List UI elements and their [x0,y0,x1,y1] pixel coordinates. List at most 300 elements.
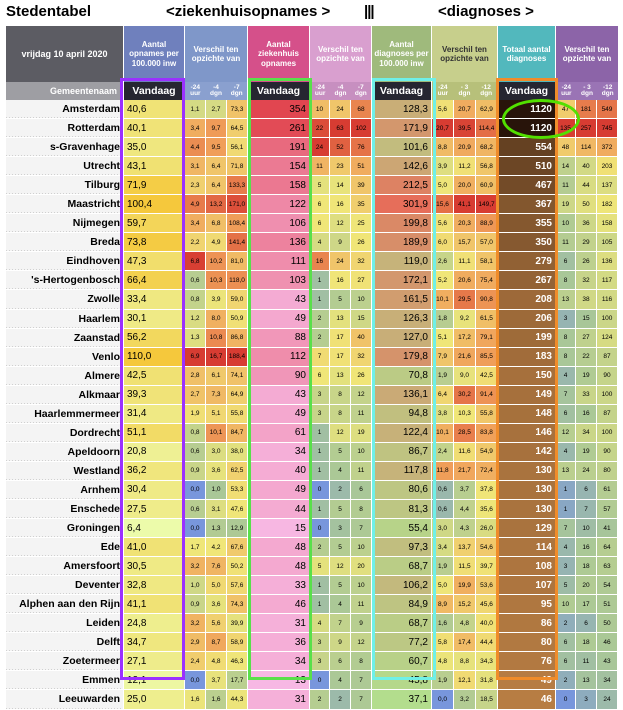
cell-opnames-per100k: 51,1 [124,424,185,442]
cell-totaal-24u: 135 [556,119,576,137]
table-row [6,576,618,595]
cell-aantal-ziekenhuis: 43 [248,290,310,308]
cell-totaal-12d: 87 [597,348,618,366]
cell-aantal-ziekenhuis: 31 [248,614,310,632]
cell-totaal-12d: 61 [597,481,618,499]
cell-diagnoses-3d: 15,7 [454,233,476,251]
cell-city: Tilburg [6,176,124,194]
cell-diagnoses-per100k: 45,8 [372,671,432,689]
cell-totaal-24u: 11 [556,176,576,194]
cell-ziekenhuis-24u: 3 [310,386,330,404]
cell-totaal-12d: 100 [597,424,618,442]
cell-diagnoses-24u: 1,9 [432,557,454,575]
cell-opnames-24u: 0,0 [185,481,206,499]
cell-diagnoses-24u: 0,0 [432,690,454,708]
cell-ziekenhuis-24u: 1 [310,500,330,518]
cell-diagnoses-12d: 57,0 [476,233,498,251]
cell-ziekenhuis-4d: 4 [330,671,351,689]
cell-ziekenhuis-4d: 4 [330,595,351,613]
cell-aantal-ziekenhuis: 106 [248,214,310,232]
cell-diagnoses-3d: 41,1 [454,195,476,213]
cell-totaal-24u: 8 [556,271,576,289]
cell-aantal-ziekenhuis: 13 [248,671,310,689]
cell-aantal-ziekenhuis: 43 [248,386,310,404]
cell-diagnoses-3d: 17,4 [454,633,476,651]
cell-diagnoses-24u: 20,7 [432,119,454,137]
cell-opnames-24u: 1,9 [185,405,206,423]
cell-aantal-ziekenhuis: 31 [248,690,310,708]
cell-totaal-diagnoses: 467 [498,176,556,194]
cell-totaal-24u: 3 [556,557,576,575]
cell-aantal-ziekenhuis: 44 [248,500,310,518]
cell-ziekenhuis-7d: 68 [351,100,372,118]
cell-diagnoses-12d: 42,5 [476,367,498,385]
cell-aantal-ziekenhuis: 46 [248,595,310,613]
cell-opnames-4d: 8,7 [206,633,227,651]
cell-diagnoses-3d: 15,2 [454,595,476,613]
cell-ziekenhuis-7d: 51 [351,157,372,175]
cell-totaal-24u: 6 [556,652,576,670]
cell-ziekenhuis-7d: 26 [351,233,372,251]
cell-ziekenhuis-7d: 26 [351,367,372,385]
cell-diagnoses-24u: 1,8 [432,310,454,328]
cell-city: Leeuwarden [6,690,124,708]
cell-totaal-diagnoses: 95 [498,595,556,613]
cell-ziekenhuis-24u: 2 [310,310,330,328]
cell-opnames-per100k: 66,4 [124,271,185,289]
cell-ziekenhuis-24u: 3 [310,652,330,670]
table-row [6,138,618,157]
cell-ziekenhuis-24u: 0 [310,519,330,537]
cell-diagnoses-per100k: 179,8 [372,348,432,366]
cell-diagnoses-3d: 20,7 [454,100,476,118]
cell-diagnoses-3d: 12,1 [454,671,476,689]
cell-totaal-3d: 44 [576,176,597,194]
cell-ziekenhuis-7d: 8 [351,500,372,518]
cell-opnames-per100k: 27,1 [124,652,185,670]
cell-city: Dordrecht [6,424,124,442]
cell-diagnoses-3d: 11,5 [454,557,476,575]
cell-ziekenhuis-4d: 8 [330,405,351,423]
cell-city: Enschede [6,500,124,518]
cell-totaal-24u: 13 [556,290,576,308]
cell-opnames-7d: 50,9 [227,310,248,328]
cell-ziekenhuis-4d: 4 [330,462,351,480]
cell-diagnoses-12d: 54,6 [476,538,498,556]
cell-aantal-ziekenhuis: 122 [248,195,310,213]
cell-diagnoses-3d: 17,2 [454,329,476,347]
table-row [6,652,618,671]
cell-opnames-4d: 5,0 [206,576,227,594]
cell-diagnoses-per100k: 68,7 [372,614,432,632]
cell-ziekenhuis-4d: 17 [330,329,351,347]
table-row [6,405,618,424]
cell-diagnoses-3d: 21,6 [454,348,476,366]
cell-aantal-ziekenhuis: 111 [248,252,310,270]
cell-ziekenhuis-7d: 76 [351,138,372,156]
cell-aantal-ziekenhuis: 40 [248,462,310,480]
cell-diagnoses-per100k: 172,1 [372,271,432,289]
cell-aantal-ziekenhuis: 48 [248,557,310,575]
title-row [0,0,623,26]
cell-ziekenhuis-4d: 16 [330,195,351,213]
subheader-vandaag-opnames: Vandaag [124,82,185,100]
cell-diagnoses-24u: 3,8 [432,405,454,423]
cell-totaal-12d: 57 [597,500,618,518]
mini-label: -24 uur [561,83,572,97]
cell-totaal-diagnoses: 267 [498,271,556,289]
mini-label: -24 uur [314,83,326,97]
cell-ziekenhuis-7d: 7 [351,690,372,708]
cell-opnames-7d: 71,8 [227,157,248,175]
cell-totaal-3d: 20 [576,576,597,594]
cell-diagnoses-12d: 91,4 [476,386,498,404]
cell-opnames-per100k: 71,9 [124,176,185,194]
cell-diagnoses-24u: 5,1 [432,329,454,347]
cell-totaal-12d: 63 [597,557,618,575]
cell-ziekenhuis-24u: 1 [310,290,330,308]
cell-totaal-diagnoses: 76 [498,652,556,670]
cell-opnames-4d: 2,7 [206,100,227,118]
cell-diagnoses-per100k: 301,9 [372,195,432,213]
cell-aantal-ziekenhuis: 34 [248,652,310,670]
cell-diagnoses-12d: 39,7 [476,557,498,575]
cell-ziekenhuis-4d: 7 [330,614,351,632]
cell-opnames-4d: 4,2 [206,538,227,556]
cell-opnames-7d: 47,6 [227,500,248,518]
cell-totaal-3d: 181 [576,100,597,118]
cell-ziekenhuis-7d: 25 [351,214,372,232]
cell-totaal-3d: 34 [576,424,597,442]
cell-opnames-24u: 2,3 [185,176,206,194]
cell-ziekenhuis-7d: 27 [351,271,372,289]
cell-totaal-24u: 48 [556,138,576,156]
cell-diagnoses-per100k: 86,7 [372,443,432,461]
cell-diagnoses-24u: 0,6 [432,500,454,518]
table-row [6,633,618,652]
mini-label: -24 uur [437,83,449,97]
mini-label: -12 dgn [480,83,493,97]
table-row [6,557,618,576]
cell-diagnoses-24u: 2,4 [432,443,454,461]
cell-diagnoses-3d: 11,6 [454,443,476,461]
cell-city: Utrecht [6,157,124,175]
cell-diagnoses-per100k: 122,4 [372,424,432,442]
cell-ziekenhuis-4d: 9 [330,233,351,251]
cell-totaal-3d: 3 [576,690,597,708]
cell-diagnoses-24u: 4,8 [432,652,454,670]
cell-totaal-diagnoses: 114 [498,538,556,556]
table-row [6,290,618,309]
table-row [6,329,618,348]
cell-diagnoses-12d: 37,8 [476,481,498,499]
cell-opnames-24u: 0,0 [185,671,206,689]
header-totaal-diagnoses: Totaal aantal diagnoses [498,26,556,82]
cell-ziekenhuis-4d: 12 [330,214,351,232]
cell-city: Haarlem [6,310,124,328]
cell-opnames-per100k: 36,2 [124,462,185,480]
table-row [6,386,618,405]
table-row [6,195,618,214]
cell-totaal-12d: 117 [597,271,618,289]
cell-opnames-7d: 55,8 [227,405,248,423]
cell-ziekenhuis-7d: 7 [351,519,372,537]
cell-totaal-24u: 47 [556,100,576,118]
cell-opnames-24u: 1,0 [185,576,206,594]
cell-ziekenhuis-7d: 11 [351,595,372,613]
cell-opnames-7d: 12,9 [227,519,248,537]
cell-opnames-4d: 7,3 [206,386,227,404]
table-row [6,119,618,138]
cell-totaal-diagnoses: 1120 [498,119,556,137]
cell-ziekenhuis-7d: 10 [351,576,372,594]
cell-opnames-per100k: 30,4 [124,481,185,499]
cell-totaal-12d: 745 [597,119,618,137]
cell-diagnoses-24u: 8,8 [432,138,454,156]
cell-totaal-12d: 24 [597,690,618,708]
cell-opnames-24u: 2,2 [185,233,206,251]
cell-diagnoses-24u: 15,6 [432,195,454,213]
cell-diagnoses-12d: 40,0 [476,614,498,632]
cell-totaal-diagnoses: 130 [498,500,556,518]
cell-opnames-4d: 5,1 [206,405,227,423]
cell-ziekenhuis-24u: 1 [310,462,330,480]
cell-ziekenhuis-4d: 6 [330,652,351,670]
header-verschil-ziekenhuis: Verschil ten opzichte van [310,26,372,82]
cell-ziekenhuis-7d: 35 [351,195,372,213]
cell-ziekenhuis-24u: 0 [310,671,330,689]
cell-diagnoses-per100k: 106,2 [372,576,432,594]
cell-diagnoses-per100k: 199,8 [372,214,432,232]
cell-diagnoses-24u: 10,1 [432,290,454,308]
cell-city: Westland [6,462,124,480]
cell-diagnoses-12d: 61,5 [476,310,498,328]
cell-totaal-diagnoses: 107 [498,576,556,594]
cell-diagnoses-per100k: 212,5 [372,176,432,194]
cell-ziekenhuis-4d: 24 [330,100,351,118]
cell-diagnoses-12d: 68,2 [476,138,498,156]
cell-diagnoses-12d: 75,4 [476,271,498,289]
cell-ziekenhuis-7d: 9 [351,614,372,632]
cell-aantal-ziekenhuis: 33 [248,576,310,594]
cell-opnames-7d: 38,0 [227,443,248,461]
cell-city: Groningen [6,519,124,537]
cell-opnames-per100k: 41,1 [124,595,185,613]
cell-totaal-diagnoses: 208 [498,290,556,308]
cell-opnames-24u: 0,6 [185,271,206,289]
cell-diagnoses-24u: 1,6 [432,614,454,632]
cell-opnames-4d: 6,1 [206,367,227,385]
cell-opnames-7d: 108,4 [227,214,248,232]
cell-aantal-ziekenhuis: 49 [248,405,310,423]
cell-opnames-per100k: 56,2 [124,329,185,347]
cell-totaal-24u: 11 [556,233,576,251]
cell-ziekenhuis-4d: 5 [330,443,351,461]
cell-diagnoses-per100k: 80,6 [372,481,432,499]
table-row [6,214,618,233]
table-row [6,310,618,329]
cell-totaal-3d: 19 [576,443,597,461]
cell-city: Breda [6,233,124,251]
cell-totaal-24u: 6 [556,405,576,423]
cell-totaal-3d: 33 [576,386,597,404]
cell-diagnoses-3d: 11,1 [454,252,476,270]
cell-totaal-diagnoses: 554 [498,138,556,156]
cell-opnames-7d: 62,5 [227,462,248,480]
cell-totaal-12d: 116 [597,290,618,308]
cell-ziekenhuis-7d: 32 [351,348,372,366]
cell-diagnoses-3d: 4,3 [454,519,476,537]
cell-diagnoses-24u: 3,0 [432,519,454,537]
cell-totaal-24u: 6 [556,252,576,270]
cell-ziekenhuis-4d: 52 [330,138,351,156]
cell-totaal-diagnoses: 150 [498,367,556,385]
subheader-vandaag-diagnoses: Vandaag [372,82,432,100]
cell-totaal-24u: 12 [556,424,576,442]
cell-opnames-4d: 4,9 [206,233,227,251]
cell-totaal-24u: 8 [556,329,576,347]
cell-totaal-diagnoses: 80 [498,633,556,651]
cell-diagnoses-3d: 11,2 [454,157,476,175]
cell-diagnoses-24u: 5,2 [432,271,454,289]
cell-diagnoses-per100k: 189,9 [372,233,432,251]
cell-diagnoses-per100k: 171,9 [372,119,432,137]
cell-aantal-ziekenhuis: 61 [248,424,310,442]
cell-aantal-ziekenhuis: 154 [248,157,310,175]
cell-totaal-3d: 16 [576,405,597,423]
cell-diagnoses-12d: 83,8 [476,424,498,442]
cell-opnames-24u: 0,9 [185,462,206,480]
cell-city: Apeldoorn [6,443,124,461]
cell-totaal-diagnoses: 108 [498,557,556,575]
cell-city: s-Gravenhage [6,138,124,156]
cell-diagnoses-12d: 149,7 [476,195,498,213]
cell-diagnoses-3d: 4,8 [454,614,476,632]
cell-totaal-24u: 5 [556,576,576,594]
cell-opnames-4d: 10,1 [206,424,227,442]
cell-diagnoses-12d: 31,8 [476,671,498,689]
cell-diagnoses-3d: 20,9 [454,138,476,156]
cell-diagnoses-per100k: 55,4 [372,519,432,537]
cell-totaal-3d: 6 [576,614,597,632]
cell-ziekenhuis-7d: 10 [351,538,372,556]
cell-totaal-24u: 19 [556,195,576,213]
cell-diagnoses-per100k: 60,7 [372,652,432,670]
cell-ziekenhuis-4d: 13 [330,367,351,385]
subheader-mini-opnames [185,82,248,100]
table-row [6,614,618,633]
cell-city: Haarlemmermeer [6,405,124,423]
cell-ziekenhuis-24u: 5 [310,557,330,575]
table-row [6,671,618,690]
cell-diagnoses-3d: 8,8 [454,652,476,670]
cell-opnames-4d: 6,8 [206,214,227,232]
cell-opnames-4d: 1,3 [206,519,227,537]
cell-opnames-4d: 3,1 [206,500,227,518]
cell-totaal-diagnoses: 206 [498,310,556,328]
cell-totaal-3d: 18 [576,633,597,651]
cell-ziekenhuis-24u: 1 [310,595,330,613]
cell-opnames-per100k: 20,8 [124,443,185,461]
cell-totaal-diagnoses: 130 [498,462,556,480]
cell-diagnoses-12d: 53,6 [476,576,498,594]
cell-opnames-per100k: 34,7 [124,633,185,651]
cell-opnames-24u: 2,4 [185,652,206,670]
cell-diagnoses-12d: 60,9 [476,176,498,194]
cell-city: Almere [6,367,124,385]
cell-opnames-24u: 6,9 [185,348,206,366]
cell-opnames-24u: 2,9 [185,633,206,651]
cell-city: Nijmegen [6,214,124,232]
cell-opnames-4d: 3,9 [206,290,227,308]
cell-diagnoses-3d: 9,0 [454,367,476,385]
cell-diagnoses-12d: 54,9 [476,443,498,461]
cell-opnames-4d: 5,6 [206,614,227,632]
cell-ziekenhuis-24u: 2 [310,538,330,556]
mini-label: - 3 dgn [581,83,593,97]
cell-diagnoses-24u: 6,0 [432,233,454,251]
cell-opnames-7d: 84,7 [227,424,248,442]
cell-ziekenhuis-4d: 2 [330,690,351,708]
cell-totaal-diagnoses: 46 [498,690,556,708]
cell-diagnoses-per100k: 77,2 [372,633,432,651]
cell-ziekenhuis-4d: 5 [330,500,351,518]
cell-diagnoses-per100k: 161,5 [372,290,432,308]
table-row [6,100,618,119]
cell-totaal-12d: 50 [597,614,618,632]
cell-totaal-3d: 24 [576,462,597,480]
cell-opnames-4d: 3,0 [206,443,227,461]
cell-opnames-per100k: 33,4 [124,290,185,308]
cell-diagnoses-24u: 1,9 [432,367,454,385]
city-table [6,100,618,710]
cell-diagnoses-3d: 30,2 [454,386,476,404]
cell-totaal-diagnoses: 350 [498,233,556,251]
cell-opnames-24u: 1,3 [185,329,206,347]
cell-totaal-diagnoses: 355 [498,214,556,232]
cell-ziekenhuis-7d: 6 [351,481,372,499]
table-header [6,26,618,82]
cell-diagnoses-12d: 62,9 [476,100,498,118]
cell-aantal-ziekenhuis: 191 [248,138,310,156]
cell-opnames-7d: 81,0 [227,252,248,270]
cell-totaal-12d: 41 [597,519,618,537]
cell-totaal-12d: 182 [597,195,618,213]
header-aantal-ziekenhuis: Aantal ziekenhuis opnames [248,26,310,82]
cell-city: 's-Hertogenbosch [6,271,124,289]
cell-ziekenhuis-24u: 1 [310,271,330,289]
cell-ziekenhuis-7d: 32 [351,252,372,270]
cell-diagnoses-per100k: 68,7 [372,557,432,575]
mini-label: -7 dgn [230,83,243,97]
cell-city: Alkmaar [6,386,124,404]
cell-opnames-7d: 73,3 [227,100,248,118]
cell-diagnoses-3d: 19,9 [454,576,476,594]
cell-opnames-24u: 2,8 [185,367,206,385]
table-row [6,348,618,367]
subheader-vandaag-ziekenhuis: Vandaag [248,82,310,100]
cell-aantal-ziekenhuis: 90 [248,367,310,385]
cell-totaal-12d: 87 [597,405,618,423]
subheader-gemeentenaam: Gemeentenaam [6,82,124,100]
cell-diagnoses-3d: 3,7 [454,481,476,499]
cell-opnames-4d: 13,2 [206,195,227,213]
cell-opnames-7d: 39,9 [227,614,248,632]
cell-ziekenhuis-24u: 2 [310,329,330,347]
cell-opnames-4d: 10,2 [206,252,227,270]
cell-ziekenhuis-24u: 24 [310,138,330,156]
table-row [6,690,618,709]
